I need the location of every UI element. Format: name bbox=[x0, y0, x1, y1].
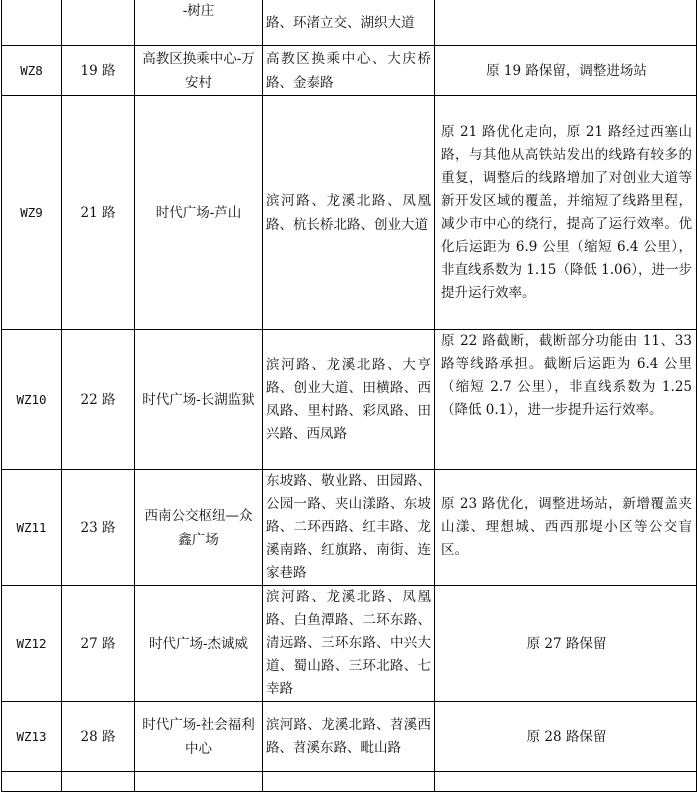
line-number-cell: 22 路 bbox=[62, 330, 135, 470]
route-id-cell bbox=[2, 772, 62, 792]
route-id-cell: WZ13 bbox=[2, 702, 62, 772]
adjustment-note-cell: 原 19 路保留，调整进场站 bbox=[435, 46, 697, 96]
route-id-cell bbox=[2, 0, 62, 46]
line-number-cell: 21 路 bbox=[62, 96, 135, 330]
terminals-cell: 时代广场-杰诚威 bbox=[135, 586, 263, 702]
adjustment-note-cell: 原 27 路保留 bbox=[435, 586, 697, 702]
line-number-cell: 19 路 bbox=[62, 46, 135, 96]
adjustment-note-cell: 原 23 路优化，调整进场站，新增覆盖夹山漾、理想城、西西那堤小区等公交盲区。 bbox=[435, 470, 697, 586]
route-streets-cell bbox=[263, 772, 435, 792]
line-number-cell: 27 路 bbox=[62, 586, 135, 702]
route-streets-cell: 滨河路、龙溪北路、凤凰路、白鱼潭路、二环东路、清远路、三环东路、中兴大道、蜀山路、三环北路、七幸路 bbox=[263, 586, 435, 702]
table-row bbox=[2, 330, 697, 470]
terminals-cell: -树庄 bbox=[135, 0, 263, 46]
adjustment-note-cell: 原 22 路截断，截断部分功能由 11、33 路等线路承担。截断后运距为 6.4 公里（缩短 2.7 公里），非直线系数为 1.25（降低 0.1），进一步提升运行效率。 bbox=[435, 330, 697, 470]
route-id-cell: WZ10 bbox=[2, 330, 62, 470]
terminals-cell: 时代广场-长湖监狱 bbox=[135, 330, 263, 470]
line-number-cell bbox=[62, 0, 135, 46]
line-number-cell bbox=[62, 772, 135, 792]
table-row bbox=[2, 96, 697, 330]
route-streets-cell: 高教区换乘中心、大庆桥路、金泰路 bbox=[263, 46, 435, 96]
line-number-cell: 23 路 bbox=[62, 470, 135, 586]
terminals-cell: 西南公交枢纽—众鑫广场 bbox=[135, 470, 263, 586]
table-row bbox=[2, 772, 697, 792]
route-id-cell: WZ9 bbox=[2, 96, 62, 330]
adjustment-note-cell bbox=[435, 0, 697, 46]
adjustment-note-cell: 原 21 路优化走向，原 21 路经过西塞山路，与其他从高铁站发出的线路有较多的重复，调整后的线路增加了对创业大道等新开发区域的覆盖，并缩短了线路里程，减少市中心的绕行，提高了运行效率。优化后运距为 6.9 公里（缩短 6.4 公里），非直线系数为 1.15（降低 1.06），进一步提升运行效率。 bbox=[435, 96, 697, 330]
adjustment-note-cell bbox=[435, 772, 697, 792]
route-id-cell: WZ11 bbox=[2, 470, 62, 586]
route-id-cell: WZ8 bbox=[2, 46, 62, 96]
route-streets-cell: 滨河路、龙溪北路、大亨路、创业大道、田横路、西凤路、里村路、彩凤路、田兴路、西凤路 bbox=[263, 330, 435, 470]
line-number-cell: 28 路 bbox=[62, 702, 135, 772]
terminals-cell: 时代广场-社会福利中心 bbox=[135, 702, 263, 772]
route-streets-cell: 路、环渚立交、湖织大道 bbox=[263, 0, 435, 46]
table-row bbox=[2, 0, 697, 46]
route-streets-cell: 滨河路、龙溪北路、凤凰路、杭长桥北路、创业大道 bbox=[263, 96, 435, 330]
table-row bbox=[2, 586, 697, 702]
table-row bbox=[2, 702, 697, 772]
route-id-cell: WZ12 bbox=[2, 586, 62, 702]
terminals-cell bbox=[135, 772, 263, 792]
terminals-cell: 高教区换乘中心-万安村 bbox=[135, 46, 263, 96]
route-streets-cell: 滨河路、龙溪北路、苕溪西路、苕溪东路、毗山路 bbox=[263, 702, 435, 772]
table-row bbox=[2, 470, 697, 586]
terminals-cell: 时代广场-芦山 bbox=[135, 96, 263, 330]
bus-route-table bbox=[1, 0, 697, 792]
route-streets-cell: 东坡路、敬业路、田园路、公园一路、夹山漾路、东坡路、二环西路、红丰路、龙溪南路、红旗路、南街、连家巷路 bbox=[263, 470, 435, 586]
adjustment-note-cell: 原 28 路保留 bbox=[435, 702, 697, 772]
table-row bbox=[2, 46, 697, 96]
